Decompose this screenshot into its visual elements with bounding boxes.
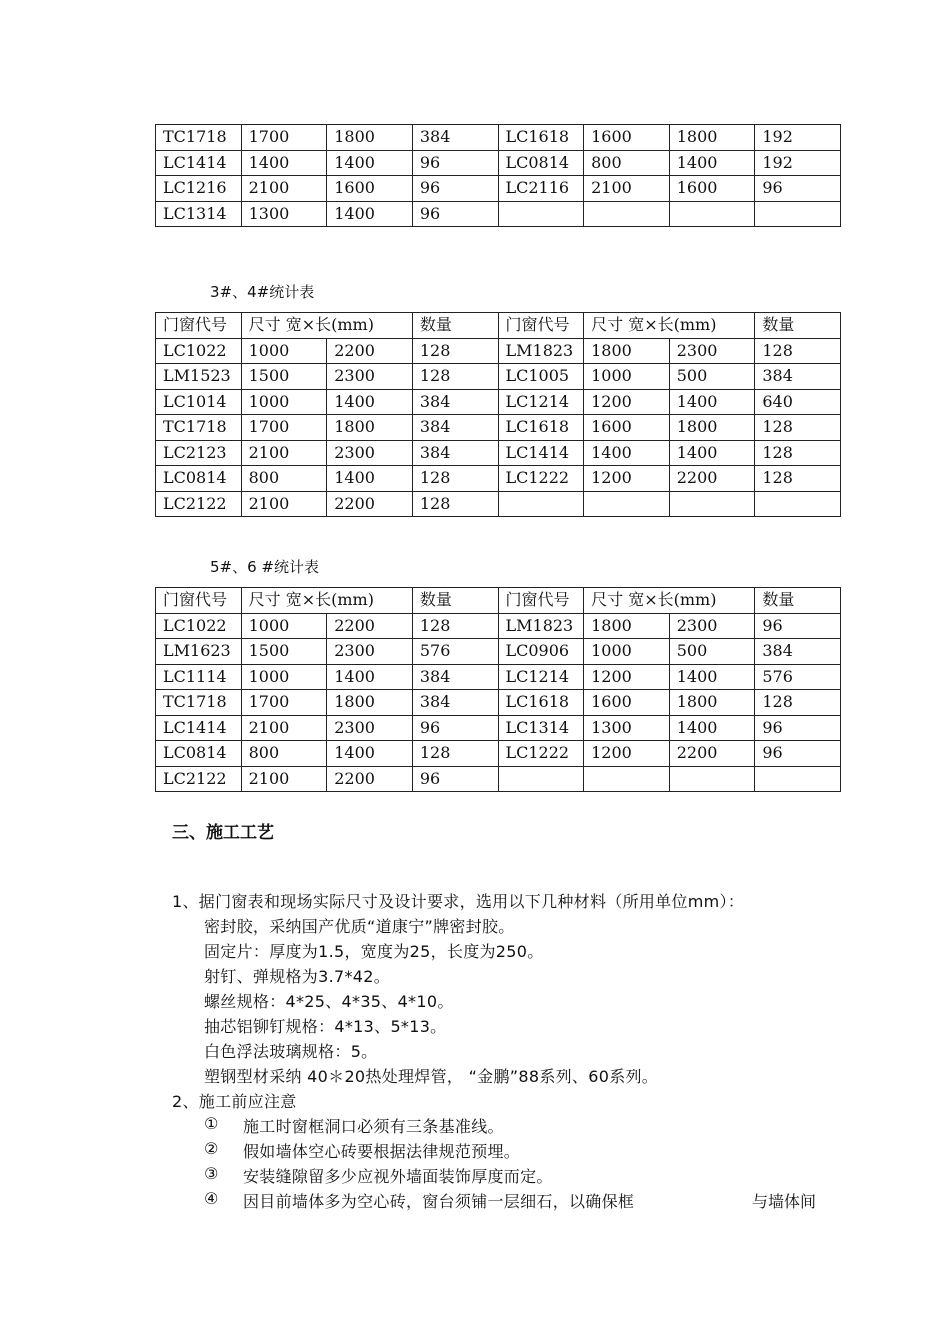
table-cell: 2200	[669, 741, 755, 767]
table-cell: 2200	[327, 766, 413, 792]
table-cell: 96	[412, 201, 498, 227]
table-cell	[755, 201, 841, 227]
table-cell: 1800	[584, 338, 670, 364]
table-cell: 1000	[241, 389, 327, 415]
table-cell	[755, 491, 841, 517]
table-cell	[755, 766, 841, 792]
table-cell: 1400	[669, 664, 755, 690]
table-cell: 1300	[584, 715, 670, 741]
table-cell: 1400	[327, 466, 413, 492]
table-row	[156, 440, 841, 466]
table-cell: 1300	[241, 201, 327, 227]
header-qty: 数量	[412, 588, 498, 614]
table-cell: LM1823	[498, 613, 584, 639]
table-cell: 576	[755, 664, 841, 690]
table-cell: 128	[755, 415, 841, 441]
table-cell: 2200	[327, 338, 413, 364]
table-cell: 2100	[241, 440, 327, 466]
header-size: 尺寸 宽×长(mm)	[241, 588, 412, 614]
table-cell	[669, 201, 755, 227]
note-marker: ①	[204, 1114, 219, 1133]
table-cell: 1400	[669, 440, 755, 466]
table-cell	[584, 491, 670, 517]
table-cell: LC1314	[156, 201, 242, 227]
table-cell: TC1718	[156, 415, 242, 441]
table-cell: LC1222	[498, 466, 584, 492]
table-cell: 2100	[584, 176, 670, 202]
table-cell: 384	[412, 125, 498, 151]
table-cell: 1400	[327, 664, 413, 690]
table-cell: LC2122	[156, 491, 242, 517]
table-cell: 1400	[327, 201, 413, 227]
table-row	[156, 201, 841, 227]
table-cell: 1500	[241, 364, 327, 390]
table-cell: LC1618	[498, 415, 584, 441]
table-cell: LC1022	[156, 613, 242, 639]
header-size: 尺寸 宽×长(mm)	[584, 313, 755, 339]
table-cell: 1400	[327, 389, 413, 415]
header-size: 尺寸 宽×长(mm)	[584, 588, 755, 614]
table-row	[156, 664, 841, 690]
note-text: 施工时窗框洞口必须有三条基准线。	[243, 1117, 504, 1136]
table-cell: 1400	[669, 389, 755, 415]
note-text: 因目前墙体多为空心砖，窗台须铺一层细石，以确保框	[243, 1192, 635, 1211]
table-cell: 1600	[584, 125, 670, 151]
table-cell: LM1623	[156, 639, 242, 665]
table-row	[156, 613, 841, 639]
table-cell: 1200	[584, 389, 670, 415]
table-cell: 2100	[241, 715, 327, 741]
table-cell: 2300	[327, 364, 413, 390]
item2-text: 2、施工前应注意	[172, 1092, 297, 1111]
material-line: 固定片：厚度为1.5，宽度为25，长度为250。	[204, 942, 544, 961]
table-row	[156, 150, 841, 176]
table-cell: 96	[412, 150, 498, 176]
table-cell: 2200	[327, 613, 413, 639]
note-text-tail: 与墙体间	[752, 1192, 817, 1211]
table-cell: LC1014	[156, 389, 242, 415]
table-cell: LC1216	[156, 176, 242, 202]
table-header-row	[156, 313, 841, 339]
table-cell: 1700	[241, 415, 327, 441]
table-cell: 2300	[327, 639, 413, 665]
table-cell: 1400	[669, 715, 755, 741]
table-cell: LC1414	[498, 440, 584, 466]
table-cell: 1800	[669, 415, 755, 441]
material-line: 螺丝规格：4*25、4*35、4*10。	[204, 992, 454, 1011]
table-cell: 1800	[584, 613, 670, 639]
table-row	[156, 741, 841, 767]
header-size: 尺寸 宽×长(mm)	[241, 313, 412, 339]
header-qty: 数量	[412, 313, 498, 339]
table2-caption: 3#、4#统计表	[210, 283, 315, 301]
table-cell: 1000	[241, 664, 327, 690]
table-cell: 128	[755, 440, 841, 466]
table-cell: 1500	[241, 639, 327, 665]
table-cell: 1400	[327, 150, 413, 176]
table-cell	[498, 201, 584, 227]
table-cell: LM1823	[498, 338, 584, 364]
table-cell: 128	[755, 338, 841, 364]
table-cell: 2200	[669, 466, 755, 492]
table-row	[156, 491, 841, 517]
table3-body	[156, 613, 841, 792]
table-cell: 128	[412, 364, 498, 390]
material-line: 白色浮法玻璃规格：5。	[204, 1042, 378, 1061]
table-cell: 1000	[584, 364, 670, 390]
table-cell: LC1114	[156, 664, 242, 690]
table-cell: 2300	[327, 440, 413, 466]
table-cell: 1000	[241, 338, 327, 364]
note-marker: ④	[204, 1189, 219, 1208]
table-cell: 2300	[327, 715, 413, 741]
item1-text: 1、据门窗表和现场实际尺寸及设计要求，选用以下几种材料（所用单位mm）：	[172, 892, 745, 911]
table-cell: LC1214	[498, 389, 584, 415]
table-cell: 2100	[241, 491, 327, 517]
table1-body	[156, 125, 841, 227]
table-cell: LC1314	[498, 715, 584, 741]
table-cell: 96	[412, 766, 498, 792]
table-cell: LC1005	[498, 364, 584, 390]
table-cell: LC1414	[156, 715, 242, 741]
table-cell: LC2116	[498, 176, 584, 202]
table-row	[156, 389, 841, 415]
table-row	[156, 766, 841, 792]
table-cell	[669, 491, 755, 517]
table-cell: LC0814	[156, 741, 242, 767]
table-cell: 500	[669, 639, 755, 665]
header-code: 门窗代号	[498, 313, 584, 339]
material-line: 密封胶，采纳国产优质“道康宁”牌密封胶。	[204, 917, 515, 936]
table-cell: 1200	[584, 466, 670, 492]
table-cell: 800	[584, 150, 670, 176]
table-cell: 1600	[327, 176, 413, 202]
table-cell: LC1214	[498, 664, 584, 690]
table-cell: 96	[755, 176, 841, 202]
material-line: 塑钢型材采纳 40＊20热处理焊管， “金鹏”88系列、60系列。	[204, 1067, 659, 1086]
table-cell: 384	[412, 440, 498, 466]
table-cell: 2300	[669, 613, 755, 639]
table-cell: LC1414	[156, 150, 242, 176]
table-cell: 96	[412, 176, 498, 202]
table-cell: 1400	[584, 440, 670, 466]
table-cell: 128	[755, 466, 841, 492]
table-cell: TC1718	[156, 690, 242, 716]
header-code: 门窗代号	[156, 313, 242, 339]
table-cell: 1000	[241, 613, 327, 639]
table-cell: LC2122	[156, 766, 242, 792]
table-cell: 2200	[327, 491, 413, 517]
table-row	[156, 415, 841, 441]
table-cell: 384	[412, 690, 498, 716]
table-cell	[498, 766, 584, 792]
table-cell: 384	[412, 664, 498, 690]
table-cell: 2300	[669, 338, 755, 364]
note-marker: ③	[204, 1164, 219, 1183]
table-cell: 384	[755, 364, 841, 390]
table-row	[156, 715, 841, 741]
note-text: 安装缝隙留多少应视外墙面装饰厚度而定。	[243, 1167, 553, 1186]
header-qty: 数量	[755, 313, 841, 339]
table-cell: 128	[412, 741, 498, 767]
table-cell: LC0814	[498, 150, 584, 176]
table-cell: 1400	[669, 150, 755, 176]
material-line: 射钉、弹规格为3.7*42。	[204, 967, 391, 986]
section-title: 三、施工工艺	[172, 823, 274, 843]
table-cell: LC1618	[498, 125, 584, 151]
window-table-continued	[155, 124, 841, 227]
header-qty: 数量	[755, 588, 841, 614]
table-row	[156, 364, 841, 390]
table-cell: 1200	[584, 741, 670, 767]
table-cell: LC0814	[156, 466, 242, 492]
table-cell: LM1523	[156, 364, 242, 390]
table-row	[156, 639, 841, 665]
table-cell: 1800	[669, 125, 755, 151]
table-cell: 2100	[241, 766, 327, 792]
header-code: 门窗代号	[156, 588, 242, 614]
table-cell: 1800	[327, 415, 413, 441]
table-cell: 1700	[241, 125, 327, 151]
table-cell: 128	[412, 466, 498, 492]
table-row	[156, 690, 841, 716]
table-cell: 384	[755, 639, 841, 665]
table-cell: 500	[669, 364, 755, 390]
table-cell: 1600	[584, 415, 670, 441]
table-cell: 2100	[241, 176, 327, 202]
table-cell: 96	[755, 741, 841, 767]
table2-body	[156, 338, 841, 517]
stats-table-5-6	[155, 587, 841, 792]
table-cell: 128	[412, 338, 498, 364]
table-cell: 800	[241, 741, 327, 767]
table-cell: 96	[412, 715, 498, 741]
table-cell: 1800	[327, 690, 413, 716]
table-row	[156, 125, 841, 151]
table-cell	[584, 766, 670, 792]
table3-caption: 5#、6 #统计表	[210, 558, 319, 576]
table-cell: 1600	[669, 176, 755, 202]
table-header-row	[156, 588, 841, 614]
note-marker: ②	[204, 1139, 219, 1158]
table-cell: LC2123	[156, 440, 242, 466]
table-cell: 192	[755, 150, 841, 176]
table-cell: 192	[755, 125, 841, 151]
table-cell: 1600	[584, 690, 670, 716]
table-cell: TC1718	[156, 125, 242, 151]
note-text: 假如墙体空心砖要根据法律规范预埋。	[243, 1142, 521, 1161]
table-cell: 384	[412, 415, 498, 441]
stats-table-3-4	[155, 312, 841, 517]
header-code: 门窗代号	[498, 588, 584, 614]
table-cell: LC1222	[498, 741, 584, 767]
table-cell: 1700	[241, 690, 327, 716]
table-cell: 576	[412, 639, 498, 665]
table-row	[156, 338, 841, 364]
table-cell: 1800	[669, 690, 755, 716]
table-cell: 128	[755, 690, 841, 716]
table-row	[156, 176, 841, 202]
material-line: 抽芯铝铆钉规格：4*13、5*13。	[204, 1017, 447, 1036]
table-cell: 1000	[584, 639, 670, 665]
table-cell: LC1022	[156, 338, 242, 364]
table-row	[156, 466, 841, 492]
table-cell: 800	[241, 466, 327, 492]
table-cell: 640	[755, 389, 841, 415]
table-cell	[584, 201, 670, 227]
table-cell: LC1618	[498, 690, 584, 716]
table-cell: 384	[412, 389, 498, 415]
table-cell: 1400	[327, 741, 413, 767]
table-cell: 1200	[584, 664, 670, 690]
table-cell: 128	[412, 491, 498, 517]
table-cell: 96	[755, 613, 841, 639]
table-cell: 1800	[327, 125, 413, 151]
table-cell: 128	[412, 613, 498, 639]
table-cell: LC0906	[498, 639, 584, 665]
table-cell: 1400	[241, 150, 327, 176]
table-cell	[669, 766, 755, 792]
table-cell: 96	[755, 715, 841, 741]
table-cell	[498, 491, 584, 517]
